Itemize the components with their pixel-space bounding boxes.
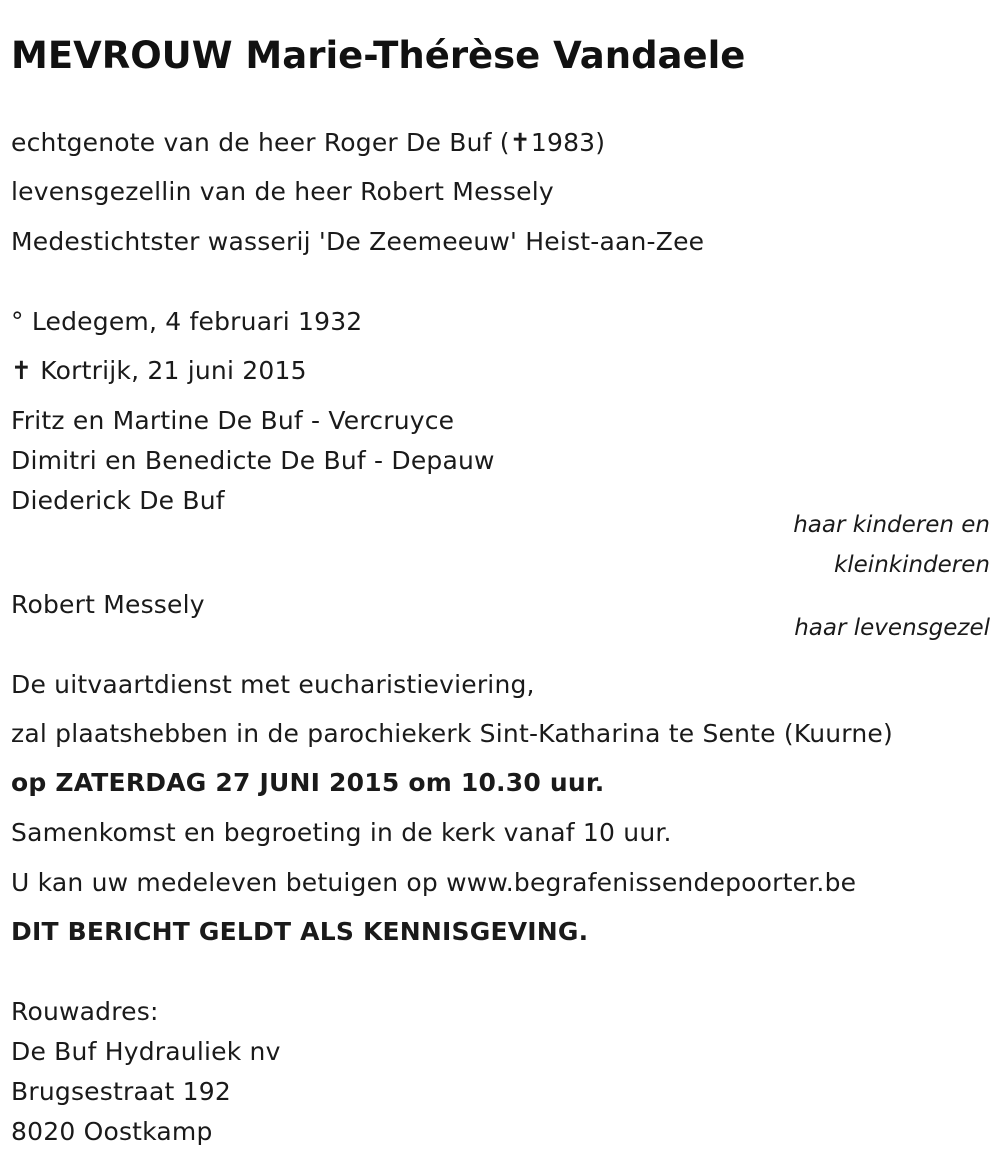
partner-role: haar levensgezel: [794, 615, 990, 641]
notice-title: MEVROUW Marie-Thérèse Vandaele: [11, 34, 746, 77]
condolence-line: U kan uw medeleven betuigen op www.begrafenissendepoorter.be: [11, 868, 857, 897]
address-heading: Rouwadres:: [11, 997, 159, 1026]
service-line-1: De uitvaartdienst met eucharistieviering,: [11, 670, 535, 699]
relation-line-partner: levensgezellin van de heer Robert Messely: [11, 177, 554, 206]
address-street: Brugsestraat 192: [11, 1077, 231, 1106]
address-company: De Buf Hydrauliek nv: [11, 1037, 281, 1066]
service-line-2: zal plaatshebben in de parochiekerk Sint-Katharina te Sente (Kuurne): [11, 719, 893, 748]
relation-line-founder: Medestichtster wasserij 'De Zeemeeuw' Heist-aan-Zee: [11, 227, 705, 256]
death-text: Kortrijk, 21 juni 2015: [32, 356, 307, 385]
partner-line: Robert Messely: [11, 590, 205, 619]
death-line: [11, 355, 307, 387]
gathering-line: Samenkomst en begroeting in de kerk vanaf 10 uur.: [11, 818, 672, 847]
child-line-2: Dimitri en Benedicte De Buf - Depauw: [11, 446, 495, 475]
birth-line: ° Ledegem, 4 februari 1932: [11, 307, 363, 336]
children-role-line-2: kleinkinderen: [833, 552, 990, 578]
notice-statement: DIT BERICHT GELDT ALS KENNISGEVING.: [11, 917, 589, 946]
relation-line-spouse: echtgenote van de heer Roger De Buf (✝1983): [11, 128, 606, 157]
address-city: 8020 Oostkamp: [11, 1117, 213, 1146]
service-date: op ZATERDAG 27 JUNI 2015 om 10.30 uur.: [11, 768, 605, 797]
cross-icon: ✝: [11, 356, 33, 385]
children-role-line-1: haar kinderen en: [793, 512, 990, 538]
child-line-3: Diederick De Buf: [11, 486, 225, 515]
child-line-1: Fritz en Martine De Buf - Vercruyce: [11, 406, 455, 435]
